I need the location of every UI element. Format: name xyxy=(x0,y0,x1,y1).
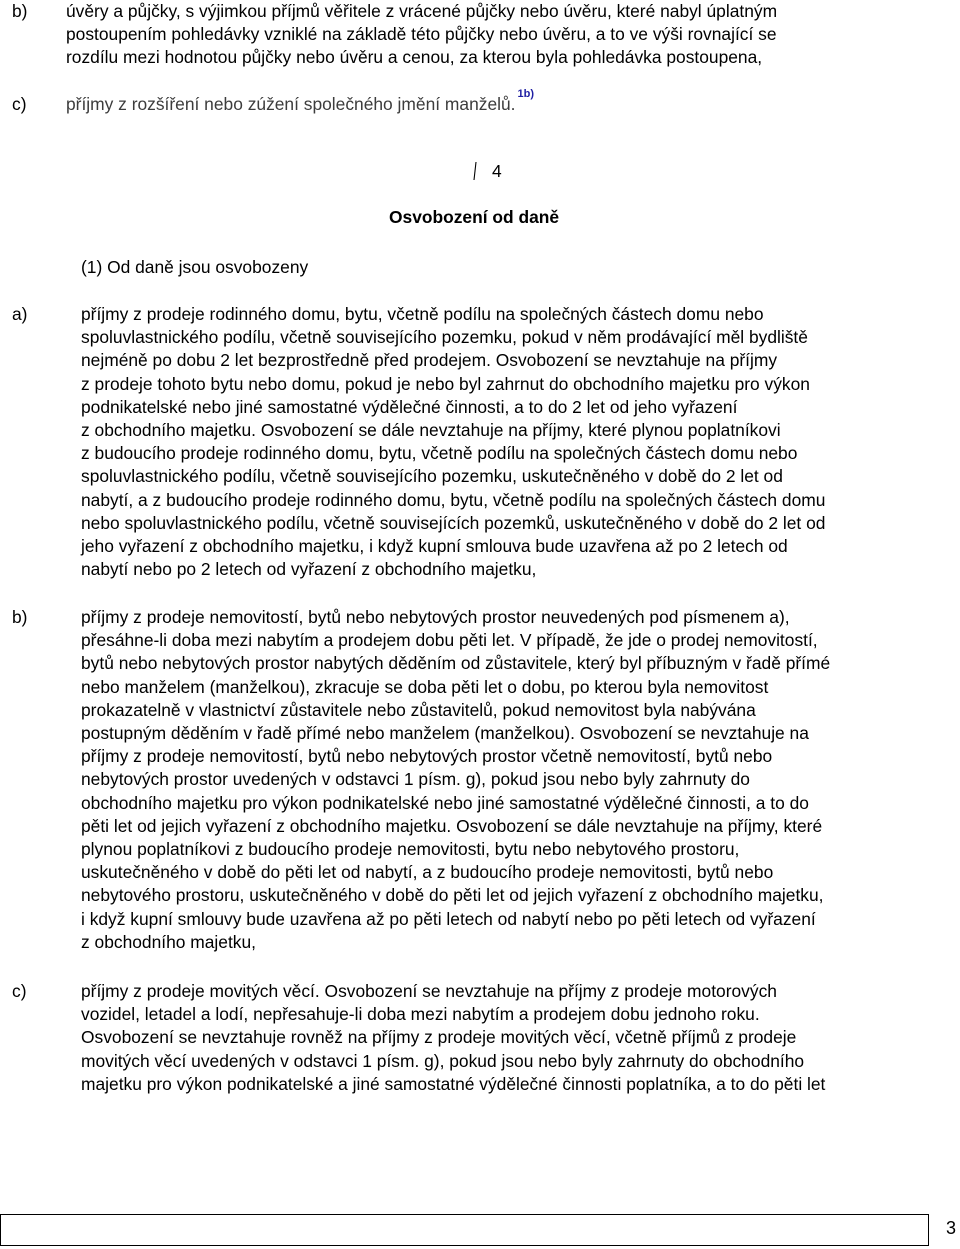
section-number-text: 4 xyxy=(492,161,502,181)
footnote-ref: 1b) xyxy=(517,88,534,101)
item-label: c) xyxy=(12,981,27,1001)
item-label: b) xyxy=(12,1,28,21)
item-text: příjmy z prodeje nemovitostí, bytů nebo nebytových prostor neuvedených pod písmenem a), přesáhne-li doba mezi nabytím a prodejem dobu pěti let. V případě, že jde o prodej nemovitostí, bytů nebo nebytových prostor nabytých děděním od zůstavitele, který byl příbuzným v řadě přímé nebo manželem (manželkou), zkracuje se doba pěti let o dobu, po kterou byla nemovitost prokazatelně v vlastnictví zůstavitele nebo zůstavitelů, pokud nemovitost byla nabývána postupným děděním v řadě přímé nebo manželem (manželkou). Osvobození se nevztahuje na příjmy z prodeje nemovitostí, bytů nebo nebytových prostor včetně nemovitostí, bytů nebo nebytových prostor uvedených v odstavci 1 písm. g), pokud jsou nebo byly zahrnuty do obchodního majetku pro výkon podnikatelské nebo jiné samostatné výdělečné činnosti, a to do pěti let od jejich vyřazení z obchodního majetku. Osvobození se dále nevztahuje na příjmy, které plynou poplatníkovi z budoucího prodeje nemovitosti, bytu nebo nebytového prostoru, uskutečněného v době do pěti let od nabytí, a z budoucího prodeje nemovitosti, bytů nebo nebytového prostoru, uskutečněného v době do pěti let od jejich vyřazení z obchodního majetku, i když kupní smlouvy bude uzavřena až po pěti letech od nabytí nebo po pěti letech od vyřazení z obchodního majetku, xyxy=(81,607,831,952)
item-text: příjmy z rozšíření nebo zúžení společného jmění manželů. xyxy=(66,94,516,114)
section-intro: (1) Od daně jsou osvobozeny xyxy=(81,257,309,277)
item-text: příjmy z prodeje movitých věcí. Osvobození se nevztahuje na příjmy z prodeje motorových vozidel, letadel a lodí, nepřesahuje-li doba mezi nabytím a prodejem dobu jednoho roku. Osvobození se nevztahuje rovněž na příjmy z prodeje movitých věcí, včetně příjmů z prodeje movitých věcí uvedených v odstavci 1 písm. g), pokud jsou nebo byly zahrnuty do obchodního majetku pro výkon podnikatelské a jiné samostatné výdělečné činnosti poplatníka, a to do pěti let xyxy=(81,981,826,1094)
item-label: c) xyxy=(12,94,27,114)
item-label: b) xyxy=(12,607,28,627)
item-text: úvěry a půjčky, s výjimkou příjmů věřitele z vrácené půjčky nebo úvěru, které nabyl úplatným postoupením pohledávky vzniklé na základě této půjčky nebo úvěru, a to ve výši rovnající se rozdílu mezi hodnotou půjčky nebo úvěru a cenou, za kterou byla pohledávka postoupena, xyxy=(66,1,778,68)
footer-box xyxy=(0,1214,929,1246)
item-text-wrapper xyxy=(66,88,960,116)
section-number xyxy=(470,160,530,183)
section-heading: Osvobození od daně xyxy=(389,207,560,227)
item-text: příjmy z prodeje rodinného domu, bytu, včetně podílu na společných částech domu nebo spoluvlastnického podílu, včetně souvisejícího pozemku, pokud v něm prodávající měl bydliště nejméně po dobu 2 let bezprostředně před prodejem. Osvobození se nevztahuje na příjmy z prodeje tohoto bytu nebo domu, pokud je nebo byl zahrnut do obchodního majetku pro výkon podnikatelské nebo jiné samostatné výdělečné činnosti, a to do 2 let od jeho vyřazení z obchodního majetku. Osvobození se dále nevztahuje na příjmy, které plynou poplatníkovi z budoucího prodeje rodinného domu, bytu, včetně podílu na společných částech domu nebo spoluvlastnického podílu, včetně souvisejícího pozemku, uskutečněného v době do 2 let od nabytí, a z budoucího prodeje rodinného domu, bytu, včetně podílu na společných částech domu nebo spoluvlastnického podílu, včetně souvisejících pozemků, uskutečněného v době do 2 let od jeho vyřazení z obchodního majetku, i když kupní smlouva bude uzavřena až po 2 letech od nabytí nebo po 2 letech od vyřazení z obchodního majetku, xyxy=(81,304,826,580)
page-number: 3 xyxy=(946,1218,957,1238)
item-label: a) xyxy=(12,304,28,324)
